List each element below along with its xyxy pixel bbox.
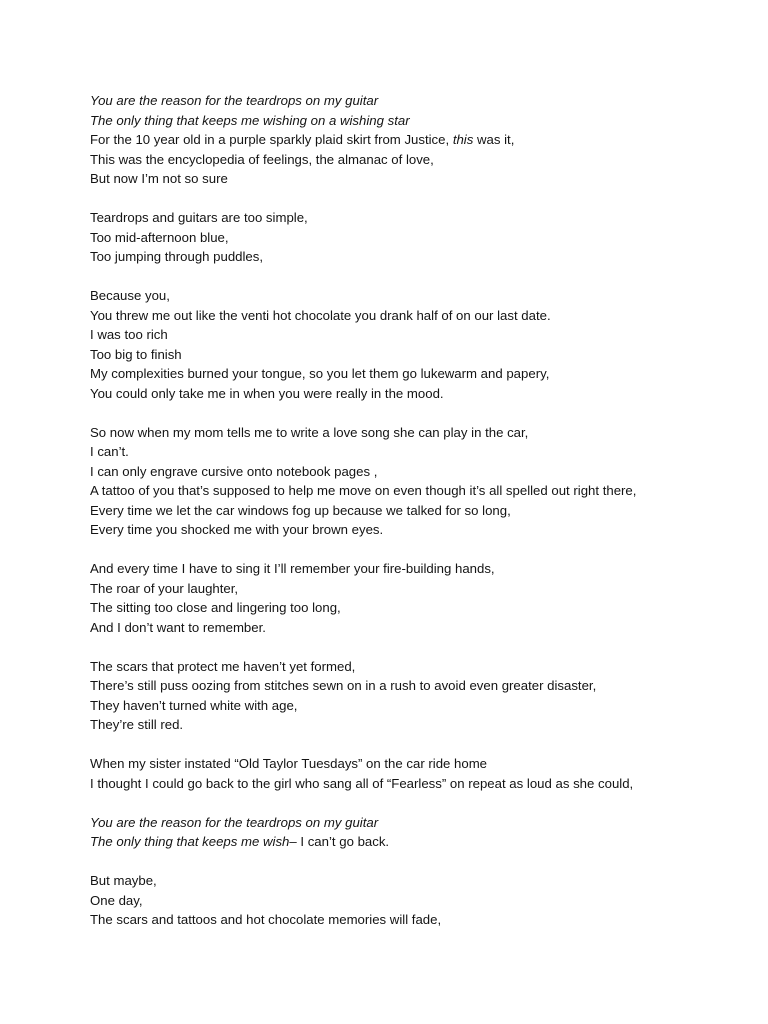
- poem-line: Too mid-afternoon blue,: [90, 229, 229, 245]
- poem-line: A tattoo of you that’s supposed to help me move on even though it’s all spelled out right there,: [90, 483, 637, 498]
- poem-line: Every time you shocked me with your brown eyes.: [90, 522, 384, 537]
- stanza-2: [90, 208, 750, 267]
- poem-line: And every time I have to sing it I’ll remember your fire-building hands,: [90, 561, 495, 576]
- poem-line: You are the reason for the teardrops on my guitar: [90, 814, 379, 830]
- poem-text: – I can’t go back.: [289, 834, 390, 849]
- poem-line: This was the encyclopedia of feelings, the almanac of love,: [90, 151, 434, 167]
- poem-line: The roar of your laughter,: [90, 580, 239, 596]
- stanza-6: [90, 657, 750, 735]
- poem-line: You are the reason for the teardrops on my guitar: [90, 93, 379, 108]
- poem-line: The scars and tattoos and hot chocolate memories will fade,: [90, 912, 442, 927]
- poem-text: was it,: [473, 132, 515, 147]
- poem-line: When my sister instated “Old Taylor Tuesdays” on the car ride home: [90, 756, 488, 771]
- poem-line: You threw me out like the venti hot chocolate you drank half of on our last date.: [90, 307, 551, 323]
- poem-line: They haven’t turned white with age,: [90, 697, 298, 713]
- poem-line: I can only engrave cursive onto notebook pages ,: [90, 463, 378, 479]
- poem-line: Every time we let the car windows fog up because we talked for so long,: [90, 502, 511, 518]
- stanza-4: [90, 423, 750, 540]
- stanza-9: [90, 871, 750, 930]
- stanza-7: [90, 754, 750, 793]
- poem-line: They’re still red.: [90, 717, 184, 732]
- poem-line: Too jumping through puddles,: [90, 249, 264, 264]
- poem-line: The only thing that keeps me wishing on a wishing star: [90, 112, 410, 128]
- document-page: [90, 91, 750, 949]
- poem-line: I can’t.: [90, 444, 129, 459]
- poem-line: Because you,: [90, 288, 170, 303]
- poem-line: The scars that protect me haven’t yet formed,: [90, 658, 356, 674]
- poem-line: Teardrops and guitars are too simple,: [90, 210, 308, 225]
- poem-text-italic: this: [452, 132, 474, 147]
- poem-line: You could only take me in when you were really in the mood.: [90, 385, 444, 401]
- poem-text: For the 10 year old in a purple sparkly plaid skirt from Justice,: [90, 132, 453, 147]
- poem-line: [90, 832, 750, 852]
- stanza-5: [90, 559, 750, 637]
- poem-text-italic: The only thing that keeps me wish: [90, 834, 290, 849]
- poem-line: The sitting too close and lingering too long,: [90, 600, 341, 615]
- poem-line: But now I’m not so sure: [90, 171, 228, 186]
- stanza-1: [90, 91, 750, 189]
- stanza-3: [90, 286, 750, 403]
- poem-line: [90, 130, 750, 150]
- poem-line: So now when my mom tells me to write a love song she can play in the car,: [90, 424, 529, 440]
- stanza-8: [90, 813, 750, 852]
- poem-line: One day,: [90, 892, 143, 908]
- poem-line: I was too rich: [90, 327, 168, 342]
- poem-line: But maybe,: [90, 873, 157, 888]
- poem-line: I thought I could go back to the girl who sang all of “Fearless” on repeat as loud as she could,: [90, 775, 634, 791]
- poem-line: And I don’t want to remember.: [90, 619, 266, 635]
- poem-line: There’s still puss oozing from stitches sewn on in a rush to avoid even greater disaster,: [90, 678, 597, 693]
- poem-line: My complexities burned your tongue, so you let them go lukewarm and papery,: [90, 366, 550, 381]
- poem-line: Too big to finish: [90, 346, 182, 362]
